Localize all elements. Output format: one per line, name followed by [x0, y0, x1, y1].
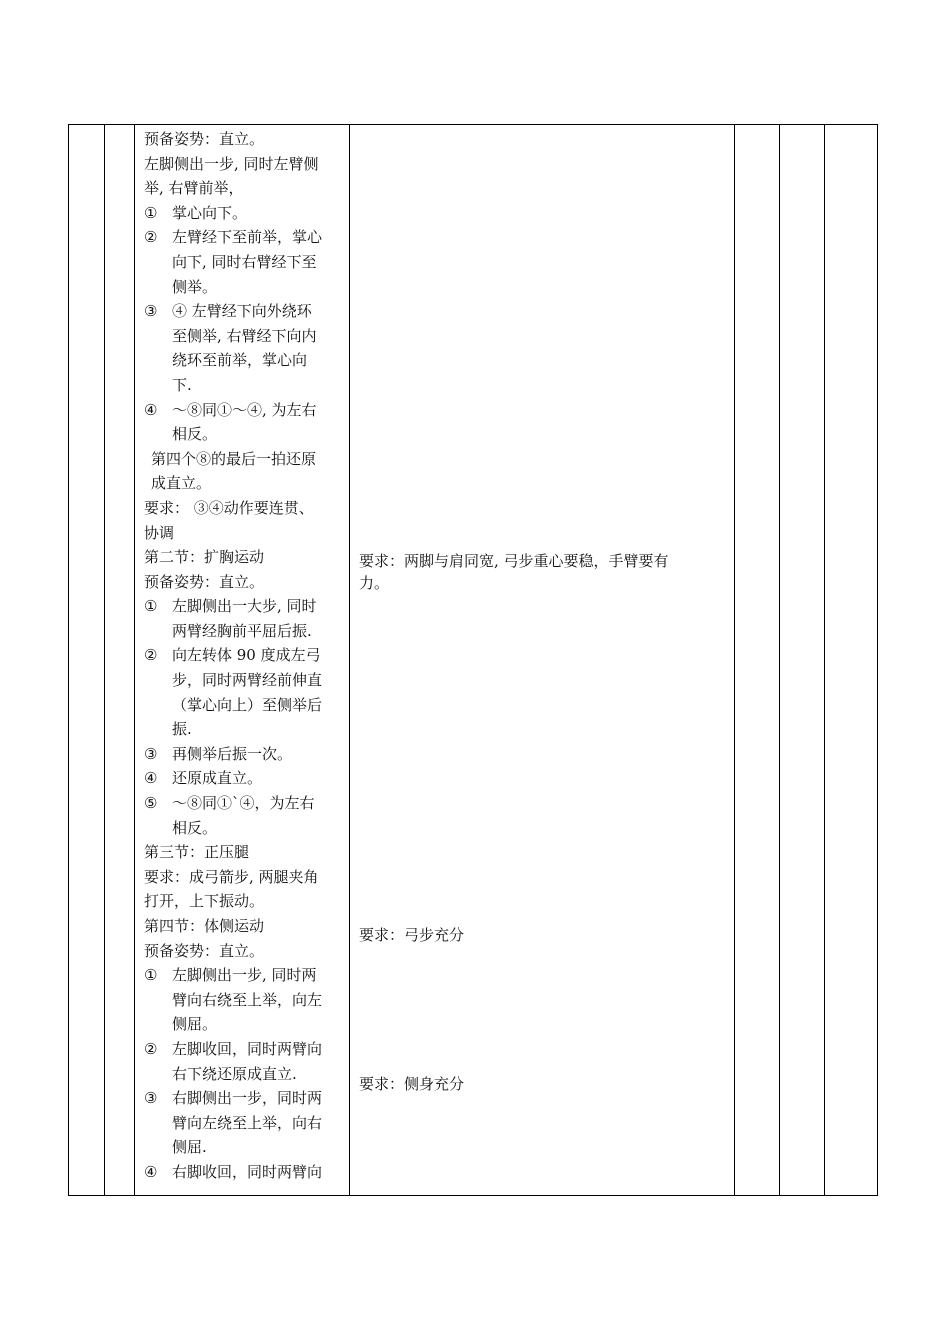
list-item — [144, 1160, 349, 1185]
text-line: ～⑧同①`④，为左右 — [172, 794, 315, 813]
item-number: ① — [144, 597, 158, 616]
item-number: ③ — [144, 744, 158, 763]
text-line: 要求：成弓箭步, 两腿夹角 — [144, 867, 319, 886]
text-line: 侧屈。 — [172, 1015, 218, 1034]
requirement-text: 要求：两脚与肩同宽, 弓步重心要稳，手臂要有 — [359, 552, 669, 570]
item-number: ② — [144, 646, 158, 665]
item-number: ② — [144, 228, 158, 247]
text-line: 还原成直立。 — [172, 769, 263, 788]
text-line: 协调 — [144, 523, 175, 542]
item-number: ④ — [144, 1162, 158, 1181]
list-item — [144, 963, 349, 1037]
item-number: ⑤ — [144, 794, 158, 813]
list-item — [144, 1037, 349, 1086]
exercise-content-cell — [144, 125, 349, 1185]
item-number: ① — [144, 966, 158, 985]
text-line: 向左转体 90 度成左弓 — [172, 646, 321, 665]
list-item — [144, 201, 349, 226]
text-line: 举, 右臂前举， — [144, 179, 244, 198]
list-item — [144, 299, 349, 397]
lesson-plan-table — [68, 124, 878, 1196]
section-heading: 第二节：扩胸运动 — [144, 548, 265, 567]
text-line: ④ 左臂经下向外绕环 — [172, 302, 312, 321]
text-line: 左脚侧出一步, 同时左臂侧 — [144, 154, 319, 173]
item-number: ① — [144, 203, 158, 222]
text-line: 第四个⑧的最后一拍还原 — [151, 449, 317, 468]
text-line: 向下, 同时右臂经下至 — [172, 252, 317, 271]
requirement-text: 要求：弓步充分 — [359, 926, 465, 944]
column-divider — [134, 125, 135, 1195]
text-line: 右脚侧出一步，同时两 — [172, 1089, 323, 1108]
text-line: 左脚侧出一大步, 同时 — [172, 597, 317, 616]
text-line: 要求： ③④动作要连贯、 — [144, 498, 314, 517]
text-line: 相反。 — [172, 818, 218, 837]
text-line: 至侧举, 右臂经下向内 — [172, 326, 317, 345]
text-line: 步，同时两臂经前伸直 — [172, 671, 323, 690]
text-line: 再侧举后振一次。 — [172, 744, 293, 763]
item-number: ④ — [144, 400, 158, 419]
item-number: ② — [144, 1039, 158, 1058]
text-line: 侧屈. — [172, 1138, 207, 1157]
list-item — [144, 1086, 349, 1160]
item-number: ③ — [144, 1089, 158, 1108]
list-item — [144, 791, 349, 840]
list-item — [144, 398, 349, 447]
text-line: 预备姿势：直立。 — [144, 130, 265, 148]
text-line: （掌心向上）至侧举后 — [172, 695, 323, 714]
text-line: 左脚侧出一步, 同时两 — [172, 966, 317, 985]
column-divider — [734, 125, 735, 1195]
list-item — [144, 594, 349, 643]
text-line: 下. — [172, 375, 192, 394]
item-number: ③ — [144, 302, 158, 321]
text-line: 振. — [172, 720, 192, 739]
section-heading: 第四节：体侧运动 — [144, 917, 265, 935]
text-line: 臂向左绕至上举，向右 — [172, 1113, 323, 1132]
column-divider — [349, 125, 350, 1195]
text-line: 掌心向下。 — [172, 203, 248, 222]
text-line: 预备姿势：直立。 — [144, 572, 265, 591]
text-line: 臂向右绕至上举，向左 — [172, 990, 323, 1009]
requirement-text: 力。 — [359, 574, 390, 592]
text-line: 预备姿势：直立。 — [144, 941, 265, 960]
section-heading: 第三节：正压腿 — [144, 843, 250, 862]
list-item — [144, 742, 349, 767]
column-divider — [824, 125, 825, 1195]
text-line: 右脚收回，同时两臂向 — [172, 1162, 323, 1181]
column-divider — [104, 125, 105, 1195]
text-line: 右下绕还原成直立. — [172, 1064, 297, 1083]
text-line: 左脚收回，同时两臂向 — [172, 1039, 323, 1058]
text-line: 两臂经胸前平屈后振. — [172, 621, 312, 640]
column-divider — [779, 125, 780, 1195]
requirement-text: 要求：侧身充分 — [359, 1075, 465, 1093]
text-line: 相反。 — [172, 425, 218, 444]
text-line: 打开，上下振动。 — [144, 892, 265, 911]
text-line: ～⑧同①～④, 为左右 — [172, 400, 317, 419]
text-line: 成直立。 — [151, 474, 212, 493]
text-line: 左臂经下至前举，掌心 — [172, 228, 323, 247]
list-item — [144, 643, 349, 741]
text-line: 侧举。 — [172, 277, 218, 296]
list-item — [144, 766, 349, 791]
list-item — [144, 225, 349, 299]
item-number: ④ — [144, 769, 158, 788]
text-line: 绕环至前举，掌心向 — [172, 351, 308, 370]
